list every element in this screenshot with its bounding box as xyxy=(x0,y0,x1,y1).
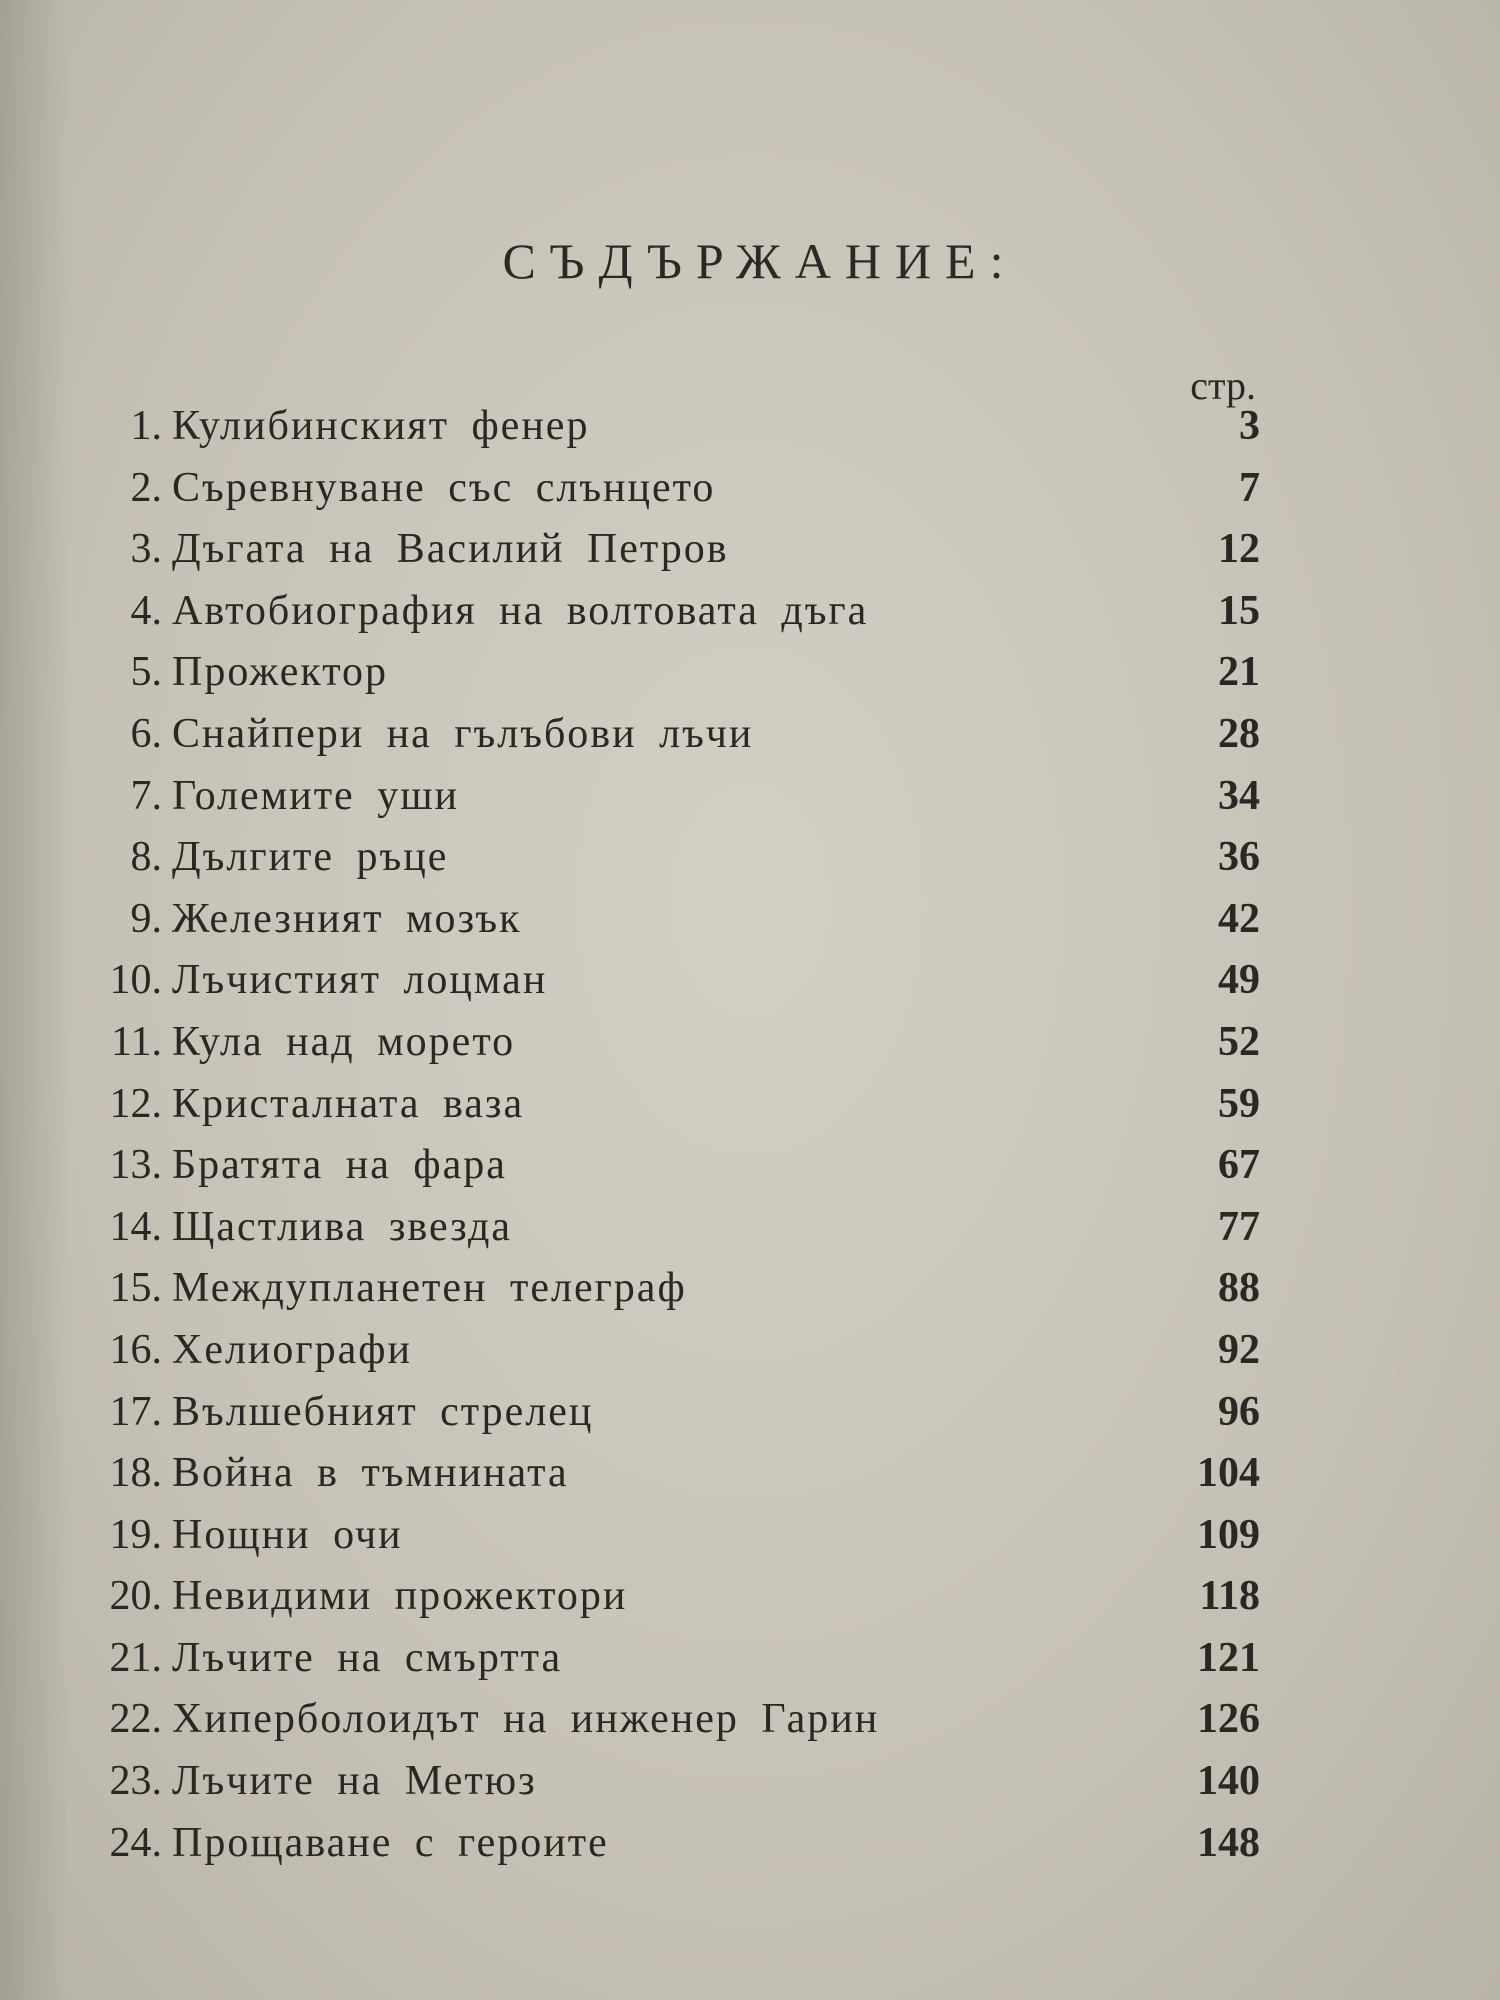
toc-entry-page: 109 xyxy=(1197,1511,1260,1558)
toc-entry-page: 126 xyxy=(1197,1696,1260,1743)
toc-entry-number: 2. xyxy=(130,464,162,511)
toc-entry xyxy=(90,1320,1260,1382)
toc-entry xyxy=(90,950,1260,1012)
toc-entry xyxy=(90,1566,1260,1628)
toc-entry-number: 15. xyxy=(109,1265,162,1312)
toc-entry-number: 19. xyxy=(109,1511,162,1558)
toc-entry-title: Големите уши xyxy=(172,772,460,819)
toc-entry-page: 7 xyxy=(1239,464,1260,511)
toc-entry-page: 36 xyxy=(1218,834,1260,881)
toc-entry-number: 20. xyxy=(109,1573,162,1620)
toc-entry-number: 9. xyxy=(130,895,162,942)
toc-entry-title: Кула над морето xyxy=(172,1018,516,1065)
toc-entry-page: 77 xyxy=(1218,1203,1260,1250)
toc-entry-page: 12 xyxy=(1218,526,1260,573)
toc-entry xyxy=(90,519,1260,581)
toc-entry-page: 67 xyxy=(1218,1142,1260,1189)
toc-entry-number: 8. xyxy=(130,834,162,881)
toc-entry xyxy=(90,1012,1260,1074)
toc-entry-page: 21 xyxy=(1218,649,1260,696)
toc-entry xyxy=(90,1505,1260,1567)
toc-entry-title: Междупланетен телеграф xyxy=(172,1265,687,1312)
toc-entry-number: 5. xyxy=(130,649,162,696)
toc-entry-page: 59 xyxy=(1218,1080,1260,1127)
toc-entry-page: 118 xyxy=(1199,1573,1260,1620)
toc-entry-number: 11. xyxy=(111,1018,162,1065)
toc-entry-title: Дъгата на Василий Петров xyxy=(172,526,729,573)
toc-entry-title: Автобиография на волтовата дъга xyxy=(172,587,869,634)
toc-entry xyxy=(90,1258,1260,1320)
toc-entry xyxy=(90,1074,1260,1136)
toc-entry-page: 148 xyxy=(1197,1819,1260,1866)
toc-entry-title: Кристалната ваза xyxy=(172,1080,525,1127)
toc-entry xyxy=(90,1689,1260,1751)
toc-entry-title: Снайпери на гълъбови лъчи xyxy=(172,710,754,757)
toc-entry-page: 96 xyxy=(1218,1388,1260,1435)
toc-entry-title: Хиперболоидът на инженер Гарин xyxy=(172,1696,880,1743)
toc-entry xyxy=(90,458,1260,520)
toc-entry-title: Лъчистият лоцман xyxy=(172,957,548,1004)
toc-entry-title: Железният мозък xyxy=(172,895,522,942)
toc-entry-number: 13. xyxy=(109,1142,162,1189)
toc-entry-title: Нощни очи xyxy=(172,1511,403,1558)
toc-entry-number: 10. xyxy=(109,957,162,1004)
toc-entry-page: 15 xyxy=(1218,587,1260,634)
toc-entry-title: Щастлива звезда xyxy=(172,1203,512,1250)
toc-entry xyxy=(90,704,1260,766)
toc-entry-number: 6. xyxy=(130,710,162,757)
toc-entry-title: Война в тъмнината xyxy=(172,1450,569,1497)
toc-entry-number: 18. xyxy=(109,1450,162,1497)
toc-entry xyxy=(90,889,1260,951)
toc-entry-number: 17. xyxy=(109,1388,162,1435)
toc-entry-title: Кулибинският фенер xyxy=(172,403,590,449)
toc-entry-page: 3 xyxy=(1239,403,1260,449)
toc-entry-title: Вълшебният стрелец xyxy=(172,1388,594,1435)
toc-entry xyxy=(90,642,1260,704)
toc-entry-number: 3. xyxy=(130,526,162,573)
toc-entry-title: Хелиографи xyxy=(172,1326,412,1373)
toc-entry-number: 24. xyxy=(109,1819,162,1866)
toc-entry-title: Лъчите на Метюз xyxy=(172,1758,537,1805)
toc-entry-number: 16. xyxy=(109,1326,162,1373)
toc-entry-page: 140 xyxy=(1197,1758,1260,1805)
toc-entry xyxy=(90,581,1260,643)
toc-entry-title: Прожектор xyxy=(172,649,389,696)
toc-entry-number: 1. xyxy=(130,403,162,449)
toc-entry-title: Лъчите на смъртта xyxy=(172,1634,563,1681)
toc-entry xyxy=(90,766,1260,828)
toc-entry-page: 104 xyxy=(1197,1450,1260,1497)
toc-entry-number: 23. xyxy=(109,1758,162,1805)
toc-entry-page: 52 xyxy=(1218,1018,1260,1065)
toc-entry-page: 34 xyxy=(1218,772,1260,819)
toc-entry-page: 49 xyxy=(1218,957,1260,1004)
toc-entry-page: 28 xyxy=(1218,710,1260,757)
toc-entry-title: Дългите ръце xyxy=(172,834,449,881)
toc-entry-page: 42 xyxy=(1218,895,1260,942)
toc-entry xyxy=(90,1628,1260,1690)
toc-entry-title: Братята на фара xyxy=(172,1142,507,1189)
toc-entry-number: 12. xyxy=(109,1080,162,1127)
toc-entry xyxy=(90,1135,1260,1197)
toc-entry xyxy=(90,1813,1260,1875)
toc-entry-number: 4. xyxy=(130,587,162,634)
toc-entry xyxy=(90,1751,1260,1813)
page-title: СЪДЪРЖАНИЕ: xyxy=(502,233,1018,289)
toc-entry xyxy=(90,827,1260,889)
toc-entry-number: 22. xyxy=(109,1696,162,1743)
toc-entry-number: 7. xyxy=(130,772,162,819)
table-of-contents xyxy=(90,396,1260,1874)
toc-entry xyxy=(90,1443,1260,1505)
toc-entry-page: 88 xyxy=(1218,1265,1260,1312)
toc-entry xyxy=(90,396,1260,458)
toc-entry-number: 14. xyxy=(109,1203,162,1250)
toc-entry-title: Прощаване с героите xyxy=(172,1819,609,1866)
toc-entry-page: 92 xyxy=(1218,1326,1260,1373)
toc-entry xyxy=(90,1197,1260,1259)
toc-entry-title: Съревнуване със слънцето xyxy=(172,464,716,511)
toc-entry-title: Невидими прожектори xyxy=(172,1573,628,1620)
toc-entry-number: 21. xyxy=(109,1634,162,1681)
toc-entry xyxy=(90,1382,1260,1444)
toc-entry-page: 121 xyxy=(1197,1634,1260,1681)
page-column-label: стр. xyxy=(1190,363,1256,408)
